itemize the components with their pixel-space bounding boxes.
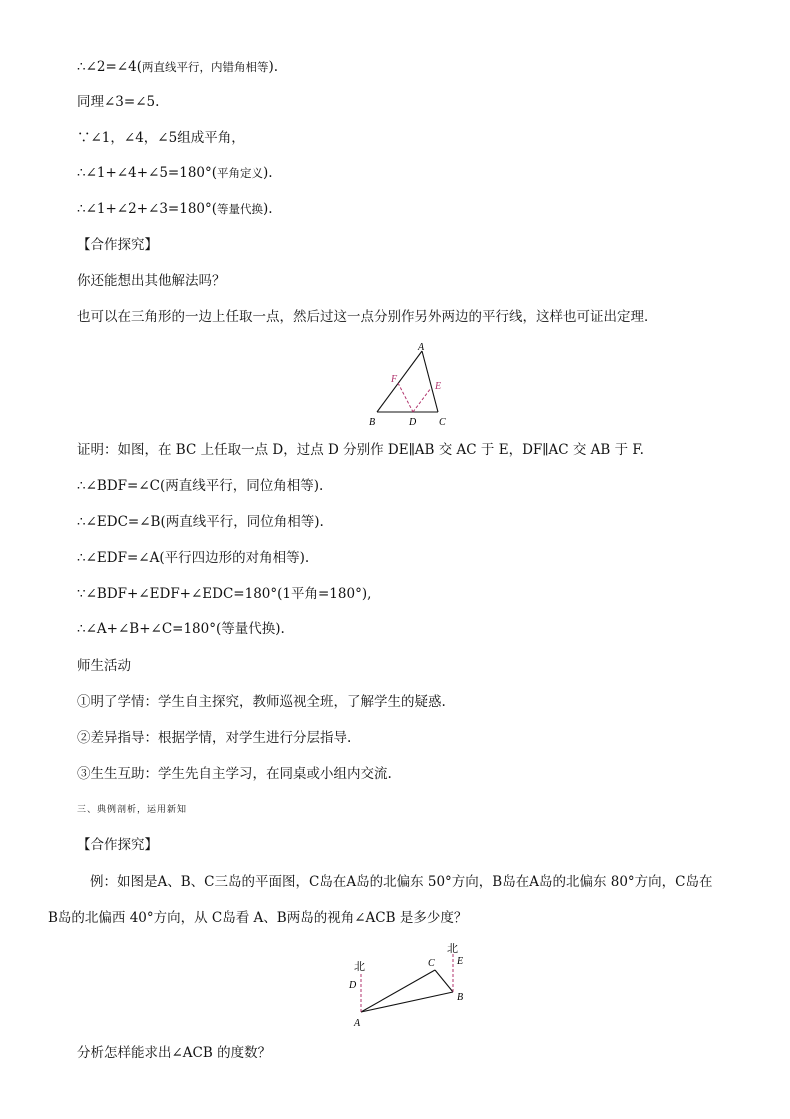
- proof1-line1-note: 两直线平行，内错角相等: [141, 60, 269, 74]
- proof1-line5: [77, 200, 273, 218]
- section3-title: 三、典例剖析，运用新知: [77, 805, 188, 815]
- activity-item1: ①明了学情：学生自主探究，教师巡视全班，了解学生的疑惑.: [77, 694, 446, 710]
- label-e: E: [435, 381, 442, 392]
- proof2-line3: ∴∠EDC=∠B(两直线平行，同位角相等).: [77, 514, 324, 530]
- proof1-line4: [77, 164, 273, 182]
- label-b: B: [369, 417, 376, 428]
- proof1-line5-end: ).: [263, 201, 273, 217]
- label-a: A: [354, 1018, 361, 1029]
- label-c: C: [428, 958, 435, 969]
- label-c: C: [439, 417, 446, 428]
- label-d: D: [349, 980, 357, 991]
- segment-df: [398, 383, 413, 412]
- north-label-b: 北: [447, 943, 458, 955]
- activity-heading: 师生活动: [77, 658, 131, 674]
- activity-item3: ③生生互助：学生先自主学习，在同桌或小组内交流.: [77, 766, 392, 782]
- example-line2: B岛的北偏西 40°方向，从 C岛看 A、B两岛的视角∠ACB 是多少度？: [48, 910, 468, 926]
- analysis-question: 分析怎样能求出∠ACB 的度数？: [77, 1045, 272, 1061]
- proof2-line5: ∵∠BDF+∠EDF+∠EDC=180°(1平角=180°),: [77, 586, 372, 602]
- activity-item2: ②差异指导：根据学情，对学生进行分层指导.: [77, 730, 352, 746]
- coop1-question: 你还能想出其他解法吗？: [77, 273, 226, 289]
- coop1-answer: 也可以在三角形的一边上任取一点，然后过这一点分别作另外两边的平行线，这样也可证出定理．: [77, 309, 658, 325]
- proof1-line1-main: ∴∠2=∠4(: [77, 59, 142, 75]
- coop2-heading: 【合作探究】: [77, 837, 158, 853]
- coop1-heading: 【合作探究】: [77, 237, 158, 253]
- proof1-line4-end: ).: [263, 165, 273, 181]
- segment-ac: [361, 970, 435, 1012]
- label-f: F: [391, 374, 398, 385]
- label-d: D: [409, 417, 417, 428]
- label-e: E: [457, 956, 464, 967]
- triangle-figure: [366, 340, 456, 430]
- proof1-line4-note: 平角定义: [217, 166, 264, 180]
- proof1-line5-note: 等量代换: [217, 202, 264, 216]
- proof1-line2: 同理∠3=∠5.: [77, 94, 160, 110]
- proof1-line5-main: ∴∠1+∠2+∠3=180°(: [77, 201, 218, 217]
- label-a: A: [418, 342, 425, 353]
- example-line1: 例：如图是A、B、C三岛的平面图，C岛在A岛的北偏东 50°方向，B岛在A岛的北偏东 80°方向，C岛在: [90, 874, 713, 890]
- proof2-line1: 证明：如图，在 BC 上任取一点 D，过点 D 分别作 DE∥AB 交 AC 于 E，DF∥AC 交 AB 于 F.: [77, 442, 644, 458]
- proof1-line4-main: ∴∠1+∠4+∠5=180°(: [77, 165, 218, 181]
- islands-figure: [340, 938, 480, 1030]
- segment-ab: [377, 351, 422, 412]
- segment-ab: [361, 992, 453, 1012]
- segment-cb: [435, 970, 453, 992]
- proof1-line1: [77, 58, 278, 76]
- proof2-line2: ∴∠BDF=∠C(两直线平行，同位角相等).: [77, 478, 324, 494]
- segment-de: [413, 388, 431, 412]
- proof2-line6: ∴∠A+∠B+∠C=180°(等量代换).: [77, 621, 285, 637]
- north-label-a: 北: [354, 961, 365, 973]
- label-b: B: [457, 992, 464, 1003]
- proof2-line4: ∴∠EDF=∠A(平行四边形的对角相等).: [77, 550, 310, 566]
- proof1-line3: ∵∠1，∠4，∠5组成平角，: [77, 130, 245, 146]
- proof1-line1-end: ).: [268, 59, 279, 75]
